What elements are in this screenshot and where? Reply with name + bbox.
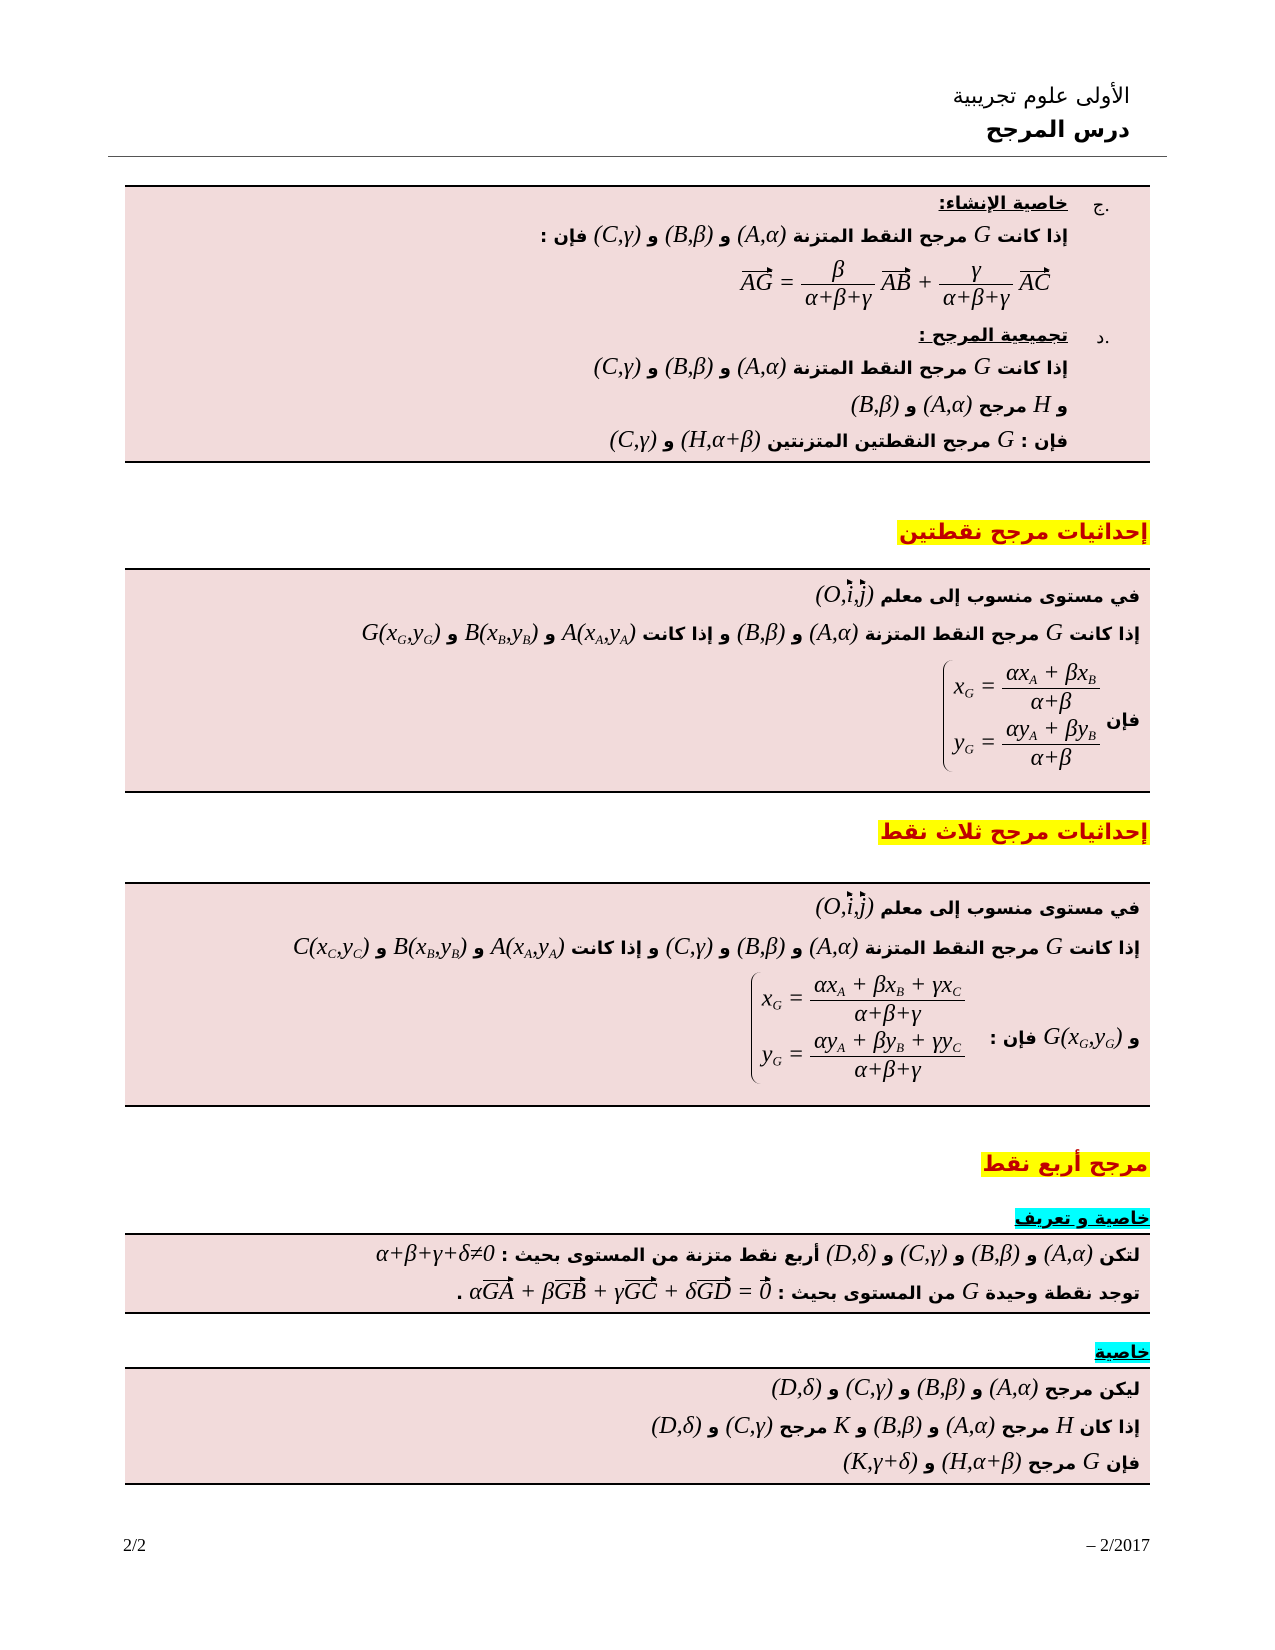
s3-line2: إذا كانت G مرجح النقط المتزنة (A,α) و (B,β) و (C,γ) و إذا كانت $A(x_A,y_A)$ و $B(x_B,y_B)$ و $C(x_C,y_C)$ bbox=[292, 934, 1140, 961]
page-number: 2/2 bbox=[123, 1535, 147, 1555]
item-d-line3: فإن : G مرجح النقطتين المتزنتين (H,α+β) و (C,γ) bbox=[609, 427, 1068, 453]
s3-then: و $G(x_G,y_G)$ فإن : bbox=[989, 1024, 1140, 1051]
s2-eq-y: $y_G$ = $\frac{\alpha y_A + \beta y_B}{\alpha+\beta}$ bbox=[954, 716, 1100, 772]
item-j-marker: ج. bbox=[1092, 195, 1110, 216]
s3-eq-y: $y_G$ = $\frac{\alpha y_A + \beta y_B + \gamma y_C}{\alpha+\beta+\gamma}$ bbox=[762, 1028, 965, 1084]
s2-system bbox=[943, 660, 1100, 772]
item-d-title: تجميعية المرجح : bbox=[918, 325, 1068, 346]
s3-eq-x: $x_G$ = $\frac{\alpha x_A + \beta x_B + \gamma x_C}{\alpha+\beta+\gamma}$ bbox=[762, 972, 965, 1028]
s4-def-line1: لتكن (A,α) و (B,β) و (C,γ) و (D,δ) أربع نقط متزنة من المستوى بحيث : α+β+γ+δ≠0 bbox=[375, 1241, 1140, 1267]
box-four-points-property bbox=[125, 1367, 1150, 1485]
box-properties bbox=[125, 185, 1150, 463]
item-j-line: إذا كانت G مرجح النقط المتزنة (A,α) و (B,β) و (C,γ) فإن : bbox=[540, 222, 1068, 248]
subsection-property: خاصية bbox=[1094, 1342, 1150, 1363]
item-d-line2: و H مرجح (A,α) و (B,β) bbox=[850, 392, 1068, 418]
s2-line1: في مستوى منسوب إلى معلم (O,i,j) bbox=[815, 582, 1140, 608]
section-title-three-points: إحداثيات مرجح ثلاث نقط bbox=[880, 820, 1148, 845]
subsection-property-definition: خاصية و تعريف bbox=[1014, 1208, 1150, 1229]
s3-line1: في مستوى منسوب إلى معلم (O,i,j) bbox=[815, 894, 1140, 920]
section-title-four-points: مرجح أربع نقط bbox=[982, 1152, 1148, 1177]
box-two-points bbox=[125, 568, 1150, 793]
box-three-points bbox=[125, 882, 1150, 1107]
s3-system bbox=[751, 972, 965, 1084]
footer-date: – 2/2017 bbox=[1086, 1535, 1150, 1555]
s2-line2: إذا كانت G مرجح النقط المتزنة (A,α) و (B,β) و إذا كانت $A(x_A,y_A)$ و $B(x_B,y_B)$ و $G(x_G,y_G)$ bbox=[361, 620, 1140, 647]
header-rule bbox=[108, 156, 1167, 157]
item-j-title: خاصية الإنشاء: bbox=[938, 193, 1068, 214]
s4-prop-line3: فإن G مرجح (H,α+β) و (K,γ+δ) bbox=[843, 1449, 1140, 1475]
s2-then: فإن bbox=[1106, 710, 1140, 731]
item-d-line1: إذا كانت G مرجح النقط المتزنة (A,α) و (B,β) و (C,γ) bbox=[593, 354, 1068, 380]
s2-eq-x: $x_G$ = $\frac{\alpha x_A + \beta x_B}{\alpha+\beta}$ bbox=[954, 660, 1100, 716]
item-j-formula: AG = $\frac{\beta}{\alpha+\beta+\gamma}$ AB + $\frac{\gamma}{\alpha+\beta+\gamma}$ AC bbox=[740, 257, 1050, 311]
box-four-points-definition bbox=[125, 1233, 1150, 1314]
s4-prop-line1: ليكن مرجح (A,α) و (B,β) و (C,γ) و (D,δ) bbox=[771, 1375, 1140, 1401]
s4-prop-line2: إذا كان H مرجح (A,α) و (B,β) و K مرجح (C,γ) و (D,δ) bbox=[651, 1413, 1140, 1439]
s4-def-line2: توجد نقطة وحيدة G من المستوى بحيث : αGA + βGB + γGC + δGD = 0 . bbox=[456, 1279, 1140, 1305]
item-d-marker: د. bbox=[1096, 327, 1110, 348]
section-title-two-points: إحداثيات مرجح نقطتين bbox=[899, 520, 1148, 545]
lesson-title: درس المرجح bbox=[985, 117, 1130, 143]
course-level: الأولى علوم تجريبية bbox=[952, 84, 1130, 109]
